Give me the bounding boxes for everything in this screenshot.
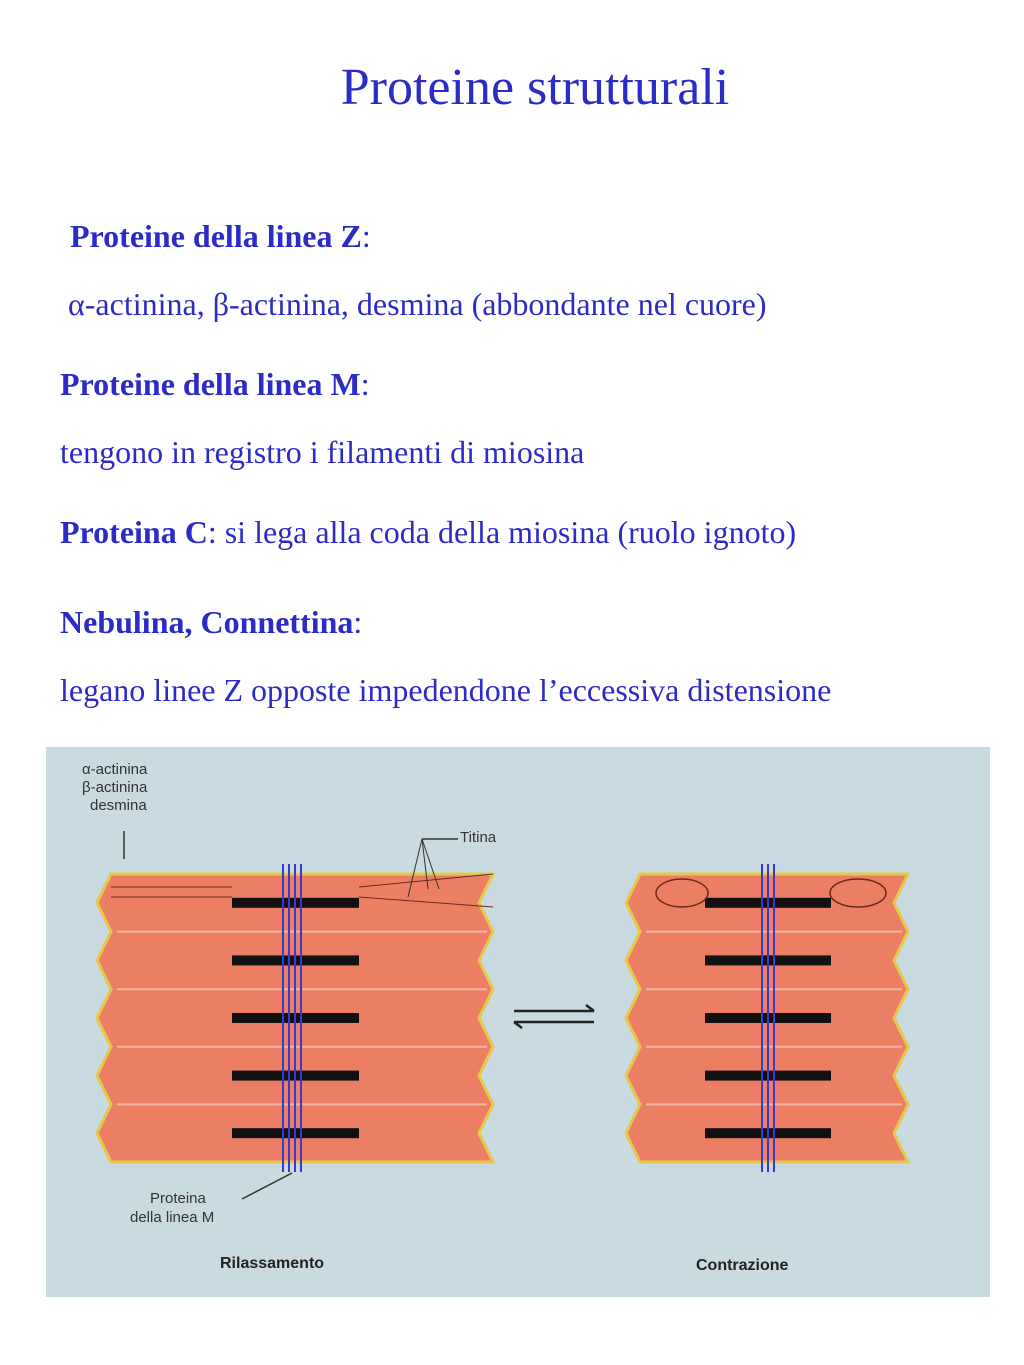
nebulin-heading: Nebulina, Connettina bbox=[60, 604, 354, 640]
caption-contraction: Contrazione bbox=[696, 1257, 789, 1274]
slide-title: Proteine strutturali bbox=[340, 59, 730, 116]
z-line-colon: : bbox=[361, 218, 371, 254]
caption-relaxation: Rilassamento bbox=[220, 1255, 325, 1272]
nebulin-text: legano linee Z opposte impedendone l’eccessiva distensione bbox=[60, 672, 832, 708]
m-line-text: tengono in registro i filamenti di miosina bbox=[60, 434, 585, 470]
protein-c-heading: Proteina C bbox=[60, 514, 208, 550]
z-label-beta-actinin: β-actinina bbox=[82, 779, 148, 796]
m-line-heading-row bbox=[60, 366, 370, 403]
m-protein-pointer bbox=[242, 1173, 292, 1199]
m-protein-label-1: Proteina bbox=[150, 1190, 206, 1207]
m-line-heading: Proteine della linea M bbox=[60, 366, 361, 402]
sarcomere-figure bbox=[46, 747, 990, 1297]
z-line-text: α-actinina, β-actinina, desmina (abbondante nel cuore) bbox=[68, 286, 767, 322]
titin-label: Titina bbox=[460, 829, 497, 846]
z-label-desmin: desmina bbox=[90, 797, 147, 814]
m-protein-label-2: della linea M bbox=[130, 1209, 215, 1226]
nebulin-heading-row bbox=[60, 604, 362, 641]
z-line-heading: Proteine della linea Z bbox=[70, 218, 362, 254]
protein-c-row bbox=[60, 514, 796, 551]
nebulin-colon: : bbox=[353, 604, 363, 640]
z-label-alpha-actinin: α-actinina bbox=[82, 761, 148, 778]
z-line-heading-row bbox=[70, 218, 371, 255]
m-line-colon: : bbox=[360, 366, 370, 402]
protein-c-text: : si lega alla coda della miosina (ruolo ignoto) bbox=[207, 514, 797, 550]
